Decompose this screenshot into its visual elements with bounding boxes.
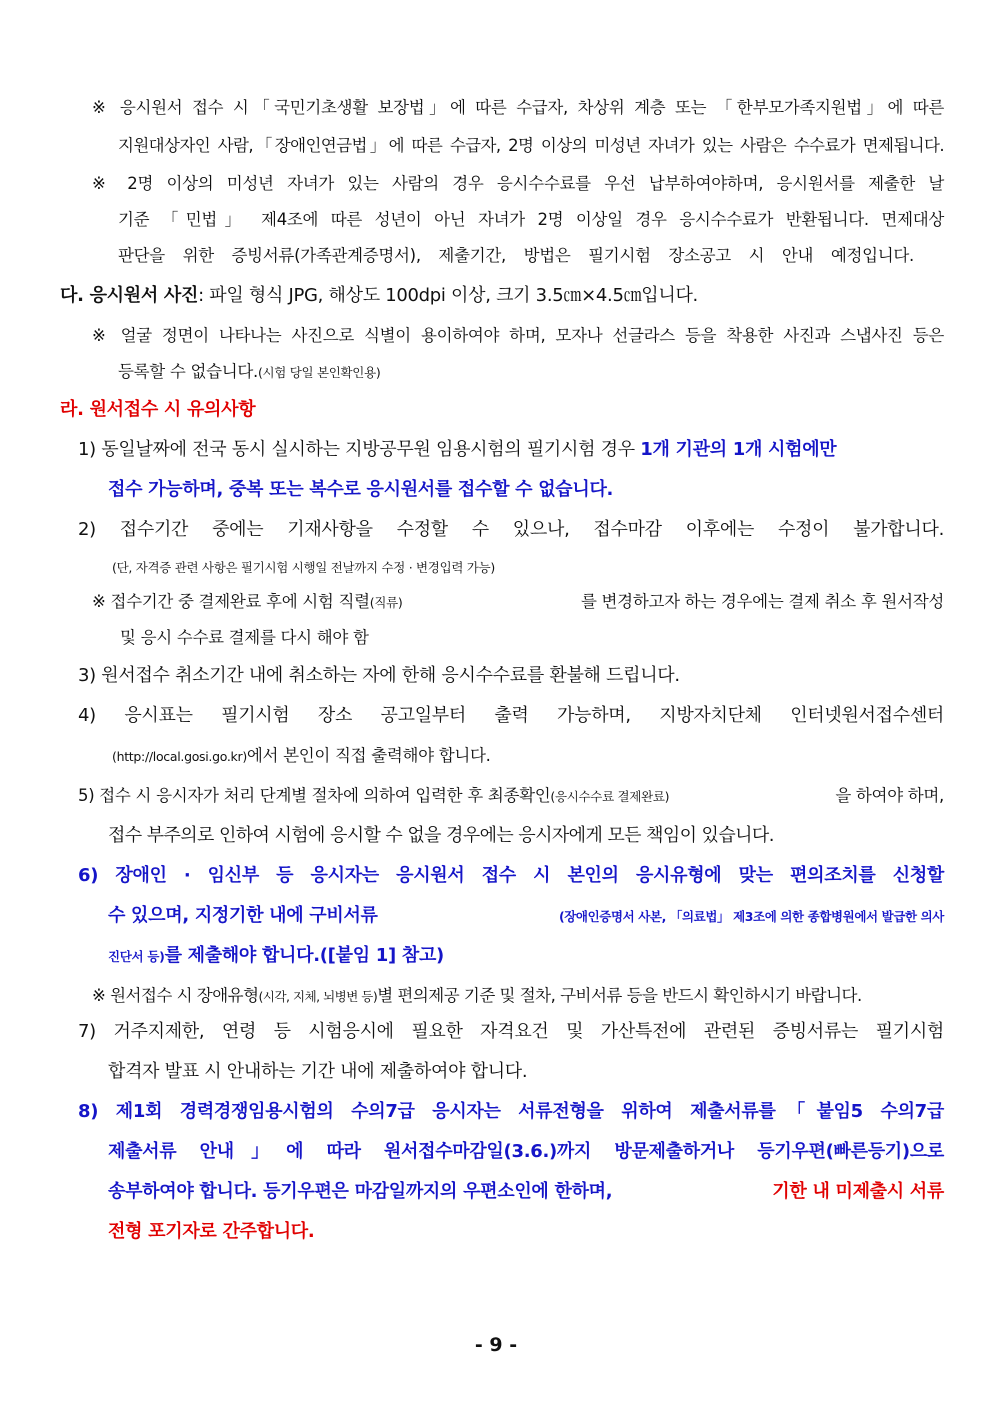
item6-line3: [108, 944, 444, 969]
item2-note-line2: 및 응시 수수료 결제를 다시 해야 함: [120, 628, 369, 647]
item1-line1-emphasis: 1개 기관의 1개 시험에만: [640, 439, 837, 460]
note-minor-children-line1: ※ 2명 이상의 미성년 자녀가 있는 사람의 경우 응시수수료를 우선 납부하여야하며, 응시원서를 제출한 날: [92, 174, 944, 193]
note-photo-line2: [118, 360, 380, 385]
note-fee-exemption-line2: 지원대상자인 사람,「장애인연금법」에 따른 수급자, 2명 이상의 미성년 자녀가 있는 사람은 수수료가 면제됩니다.: [118, 136, 944, 155]
page-number: - 9 -: [474, 1334, 518, 1356]
item7-line1: 7) 거주지제한, 연령 등 시험응시에 필요한 자격요건 및 가산특전에 관련된 증빙서류는 필기시험: [78, 1021, 944, 1042]
item2-note-line1-small: (직류): [369, 595, 403, 610]
item4-line2-url: (http://local.gosi.go.kr): [112, 749, 247, 764]
item5-line1-a-text: 5) 접수 시 응시자가 처리 단계별 절차에 의하여 입력한 후 최종확인: [78, 786, 551, 805]
item6-note-small: (시각, 지체, 뇌병변 등): [258, 989, 378, 1004]
item6-line2: [108, 904, 944, 929]
item8-line3-red: 기한 내 미제출시 서류: [772, 1181, 944, 1202]
section-photo-text: : 파일 형식 JPG, 해상도 100dpi 이상, 크기 3.5㎝×4.5㎝입니다.: [198, 285, 698, 306]
item6-note-b: 별 편의제공 기준 및 절차, 구비서류 등을 반드시 확인하시기 바랍니다.: [377, 986, 862, 1005]
item5-line1-b: 을 하여야 하며,: [835, 786, 944, 805]
item2-note-line1-b: 를 변경하고자 하는 경우에는 결제 취소 후 원서작성: [580, 592, 944, 611]
item6-line1: 6) 장애인 · 임신부 등 응시자는 응시원서 접수 시 본인의 응시유형에 맞는 편의조치를 신청할: [78, 865, 944, 886]
item8-line4: 전형 포기자로 간주합니다.: [108, 1221, 315, 1242]
item5-line1-small: (응시수수료 결제완료): [550, 789, 670, 804]
item6-line2-text: 수 있으며, 지정기한 내에 구비서류: [108, 905, 378, 926]
item6-line2-small: (장애인증명서 사본, 「의료법」 제3조에 의한 종합병원에서 발급한 의사: [558, 909, 944, 924]
item8-line3: [108, 1180, 944, 1204]
section-notice-heading: 라. 원서접수 시 유의사항: [60, 399, 256, 420]
note-fee-exemption-line1: ※ 응시원서 접수 시「국민기초생활 보장법」에 따른 수급자, 차상위 계층 또는 「한부모가족지원법」에 따른: [92, 98, 944, 117]
note-photo-line1: ※ 얼굴 정면이 나타나는 사진으로 식별이 용이하여야 하며, 모자나 선글라스 등을 착용한 사진과 스냅사진 등은: [92, 326, 944, 345]
item8-line1: 8) 제1회 경력경쟁임용시험의 수의7급 응시자는 서류전형을 위하여 제출서류를「붙임5 수의7급: [78, 1101, 944, 1122]
item6-line3-small: 진단서 등): [108, 949, 165, 964]
item4-line2: [112, 744, 491, 769]
item2-note-line1: [92, 590, 944, 615]
item8-line2: 제출서류 안내」에 따라 원서접수마감일(3.6.)까지 방문제출하거나 등기우편(빠른등기)으로: [108, 1141, 944, 1162]
item4-line2-text: 에서 본인이 직접 출력해야 합니다.: [246, 746, 491, 765]
note-minor-children-line2: 기준 「민법」 제4조에 따른 성년이 아닌 자녀가 2명 이상일 경우 응시수수료가 반환됩니다. 면제대상: [118, 210, 944, 229]
item2-note-line1-a-text: ※ 접수기간 중 결제완료 후에 시험 직렬: [92, 592, 370, 611]
item2-note-line1-a: [92, 590, 403, 615]
item5-line2: 접수 부주의로 인하여 시험에 응시할 수 없을 경우에는 응시자에게 모든 책임이 있습니다.: [108, 825, 774, 846]
item4-line1: 4) 응시표는 필기시험 장소 공고일부터 출력 가능하며, 지방자치단체 인터넷원서접수센터: [78, 705, 944, 726]
item1-line1-text: 1) 동일날짜에 전국 동시 실시하는 지방공무원 임용시험의 필기시험 경우: [78, 439, 641, 460]
note-minor-children-line3: 판단을 위한 증빙서류(가족관계증명서), 제출기간, 방법은 필기시험 장소공고 시 안내 예정입니다.: [118, 246, 914, 265]
note-photo-line2-small: (시험 당일 본인확인용): [257, 365, 381, 380]
note-photo-line2-text: 등록할 수 없습니다.: [118, 362, 258, 381]
item5-line1: [78, 784, 944, 809]
item1-line2: 접수 가능하며, 중복 또는 복수로 응시원서를 접수할 수 없습니다.: [108, 479, 614, 500]
item7-line2: 합격자 발표 시 안내하는 기간 내에 제출하여야 합니다.: [108, 1061, 528, 1082]
section-photo-heading: 다. 응시원서 사진: [60, 285, 199, 306]
item6-note: [92, 984, 862, 1009]
item8-line3-blue: 송부하여야 합니다. 등기우편은 마감일까지의 우편소인에 한하며,: [108, 1181, 613, 1202]
item2-line2: (단, 자격증 관련 사항은 필기시험 시행일 전날까지 수정 · 변경입력 가능): [112, 560, 495, 575]
item3-line1: 3) 원서접수 취소기간 내에 취소하는 자에 한해 응시수수료를 환불해 드립니다.: [78, 665, 680, 686]
item5-line1-a: [78, 784, 669, 809]
item2-line1: 2) 접수기간 중에는 기재사항을 수정할 수 있으나, 접수마감 이후에는 수정이 불가합니다.: [78, 519, 944, 540]
item1-line1: [78, 438, 836, 462]
item6-note-a: ※ 원서접수 시 장애유형: [92, 986, 259, 1005]
item6-line3-text: 를 제출해야 합니다.([붙임 1] 참고): [164, 945, 444, 966]
section-photo: [60, 284, 698, 308]
